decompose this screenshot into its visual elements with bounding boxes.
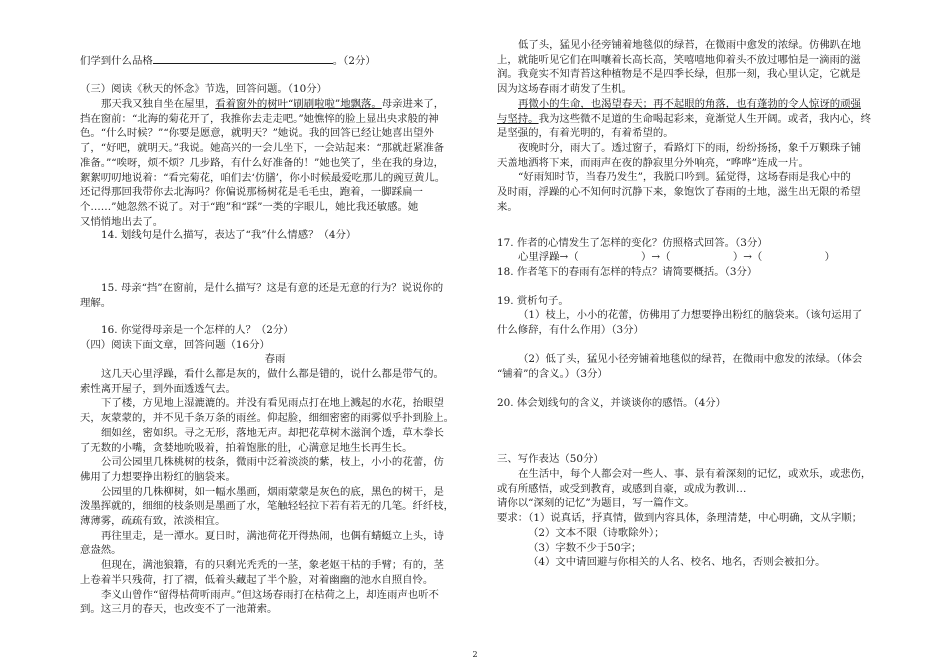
passage-line: 这几天心里浮躁，看什么都是灰的，做什么都是错的，说什么都是带气的。: [101, 368, 444, 380]
passage-line: 与坚持。我为这些微不足道的生命喝起彩来，竟渐觉人生开阔。或者，我内心，终: [497, 112, 872, 125]
writing-line: 要求：（1）说真话，抒真情，做到内容具体，条理清楚，中心明确，文从字顺；: [497, 512, 863, 525]
writing-line: （2）文本不限（诗歌除外）；: [528, 526, 665, 539]
writing-line: （4）文中请回避与你相关的人名、校名、地名，否则会被扣分。: [528, 556, 826, 569]
passage-line: 准备。”“唉呀，烦不烦？几步路，有什么好准备的！”她也笑了，坐在我的身边，: [80, 156, 445, 169]
passage-line: 还记得那回我带你去北海吗？你偏说那杨树花是毛毛虫，跑着，一脚踩扁一: [80, 186, 423, 199]
passage-spring-rain-cont: [497, 38, 897, 214]
passage-line: 又悄悄地出去了。: [80, 215, 164, 228]
passage-line: 到。这三月的春天，也改变不了一池萧索。: [80, 603, 278, 616]
writing-line: （3）字数不少于50字；: [528, 541, 642, 554]
passage-spring-rain: [80, 367, 470, 617]
question-19-2: （2）低了头，猛见小径旁铺着地毯似的绿苔，在微雨中愈发的浓绿。（体会: [518, 353, 863, 365]
question-17: 17. 作者的心情发生了怎样的变化？仿照格式回答。（3分）: [497, 237, 768, 249]
passage-line: 夜晚时分，雨大了。透过窗子，看路灯下的雨，纷纷扬扬，象千万颗珠子铺: [518, 141, 861, 154]
writing-line: 请你以“深刻的记忆”为题目，写一篇作文。: [497, 497, 695, 510]
question-end-text: 们学到什么品格: [80, 55, 153, 67]
passage-line: 再往里走，是一潭水。夏日时，满池荷花开得热闹，也偶有蜻蜓立上头，诗: [101, 529, 444, 542]
passage-line: 意盎然。: [80, 544, 122, 557]
question-15-cont: 理解。: [80, 297, 112, 309]
underlined-sentence: 再微小的生命，也渴望春天；: [518, 97, 654, 110]
question-16: 16. 你觉得母亲是一个怎样的人？（2分）: [101, 324, 294, 336]
question-end-score: 。（2分）: [332, 55, 376, 67]
question-15-line: 15. 母亲“挡”在窗前，是什么描写？这是有意的还是无意的行为？说说你的: [101, 282, 444, 294]
passage-line: 细如丝，密如织。寻之无形，落地无声。却把花草树木滋润个透，草木拳长: [101, 426, 444, 439]
question-18: 18. 作者笔下的春雨有怎样的特点？请简要概括。（3分）: [497, 266, 758, 278]
passage-line: 絮絮叨叨地说着：“看完菊花，咱们去‘仿膳’，你小时候最爱吃那儿的豌豆黄儿。: [80, 171, 446, 184]
article-title: 春雨: [264, 353, 286, 365]
question-end-line: [80, 53, 470, 69]
passage-line: 及时雨，浮躁的心不知何时沉静下来，象饱饮了春雨的土地，滋生出无限的希望: [497, 186, 861, 199]
underlined-sentence: 与坚持。: [497, 112, 539, 125]
page-number: 2: [472, 650, 478, 659]
passage-line: “好雨知时节，当春乃发生”，我脱口吟到。猛觉得，这场春雨是我心中的: [518, 171, 851, 184]
question-19-1: （1）枝上，小小的花蕾，仿佛用了力想要挣出粉红的脑袋来。（该句运用了: [518, 309, 863, 321]
writing-section-heading: 三、写作表达（50分）: [497, 453, 604, 465]
passage-line: 下了楼，方见地上湿漉漉的。并没有看见雨点打在地上溅起的水花，抬眼望: [101, 397, 444, 410]
writing-line: 或有所感悟，或受到教育，或感到自豪，或成为教训…: [497, 482, 747, 495]
passage-line: 挡在窗前：“北海的菊花开了，我推你去走走吧。”她憔悴的脸上显出央求般的神: [80, 112, 439, 125]
question-19: 19. 赏析句子。: [497, 295, 569, 307]
passage-line: 了，“好吧，就明天。”我说。她高兴的一会儿坐下，一会站起来：“那就赶紧准备: [80, 142, 445, 155]
passage-line: 公司公园里几株桃树的枝条，微雨中泛着淡淡的紫，枝上，小小的花蕾，仿: [101, 456, 444, 469]
question-19-1-cont: 什么修辞，有什么作用）（3分）: [497, 324, 644, 336]
question-20: 20. 体会划线句的含义，并谈谈你的感悟。（4分）: [497, 397, 727, 409]
question-14: 14. 划线句是什么描写，表达了“我”什么情感？（4分）: [101, 229, 357, 241]
passage-line: 润。我竟实不知青苔这种植物是不是四季长绿，但那一刻，我心里认定，它就是: [497, 68, 861, 81]
writing-line: 在生活中，每个人都会对一些人、事、景有着深刻的记忆，或欢乐，或悲伤，: [518, 468, 872, 480]
passage-line: 索性离开屋子，到外面透透气去。: [80, 382, 236, 395]
question-17-fill[interactable]: 心里浮躁→（ ）→（ ）→（ ）: [518, 251, 836, 263]
passage-line: 上，就能听见它们在叫嚷着长高长高，笑嘻嘻地仰着头不放过哪怕是一滴雨的滋: [497, 53, 861, 66]
question-15: [80, 281, 470, 296]
passage-line: 色。“什么时候？”“你要是愿意，就明天？”她说。我的回答已经让她喜出望外: [80, 127, 434, 140]
writing-prompt: [497, 467, 897, 570]
underlined-sentence: 看着窗外的树叶“刷刷啦啦”地飘落。: [215, 98, 382, 110]
question-19-2-cont: “铺着”的含义。）（3分）: [497, 368, 608, 380]
passage-line: 因为这场春雨才萌发了生机。: [497, 83, 633, 96]
answer-blank[interactable]: [153, 53, 333, 64]
underlined-sentence: 再不起眼的角落，也有蓬勃的令人惊讶的顽强: [653, 97, 861, 110]
passage-line: 佛用了力想要挣出粉红的脑袋来。: [80, 470, 236, 483]
passage-line: 了无数的小嘴，贪婪地吮吸着，拍着饱胀的肚，心满意足地生长再生长。: [80, 441, 413, 454]
passage-line: 但现在，满池狼籍，有的只剩光秃秃的一茎，象老妪干枯的手臂；有的，茎: [101, 559, 444, 572]
passage-line: 泼墨挥就的，细细的枝条则是墨画了水，笔触轻轻拉下若有若无的几笔。纤纤枝，: [80, 500, 455, 513]
section-3-heading: （三）阅读《秋天的怀念》节选，回答问题。（10分）: [80, 83, 328, 95]
passage-line: 个……”她忽然不说了。对于“跑”和“踩”一类的字眼儿，她比我还敏感。她: [80, 200, 419, 213]
passage-line: 天，灰蒙蒙的，并不见千条万条的雨丝。仰起脸，细细密密的雨雾似乎扑到脸上。: [80, 412, 455, 425]
passage-line: 是坚强的，有着光明的，有着希望的。: [497, 127, 674, 140]
section-4-heading: （四）阅读下面文章，回答问题（16分）: [80, 339, 270, 351]
passage-autumn: [80, 97, 470, 229]
passage-line: 那天我又独自坐在屋里，看着窗外的树叶“刷刷啦啦”地飘落。母亲进来了，: [101, 98, 445, 110]
passage-line: 天盖地洒将下来，而雨声在夜的静寂里分外响亮，“哗哗”连成一片。: [497, 156, 809, 169]
passage-line: 公园里的几株柳树，如一幅水墨画，烟雨蒙蒙是灰色的底，黑色的树干，是: [101, 485, 444, 498]
passage-line: 上卷着半只残荷，打了褶，低着头藏起了半个脸，对着幽幽的池水自照自怜。: [80, 573, 434, 586]
passage-line: 薄薄雾，疏疏有致，浓淡相宜。: [80, 515, 226, 528]
passage-line: [497, 97, 897, 112]
passage-line: 来。: [497, 200, 518, 213]
passage-line: 李义山曾作“留得枯荷听雨声。”但这场春雨打在枯荷之上，却连雨声也听不: [101, 588, 439, 601]
passage-line: 低了头，猛见小径旁铺着地毯似的绿苔，在微雨中愈发的浓绿。仿佛趴在地: [518, 39, 861, 51]
